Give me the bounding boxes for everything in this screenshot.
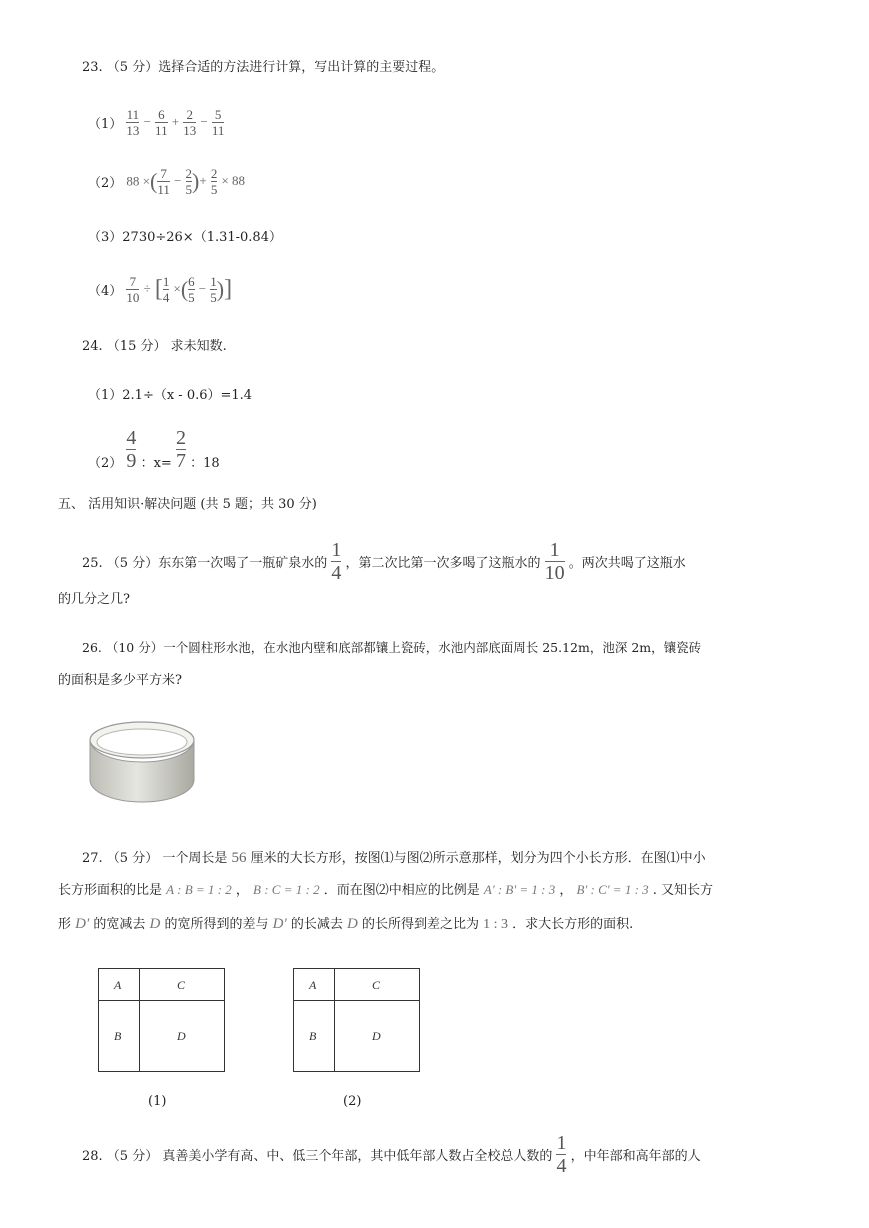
cell-label-d: D bbox=[177, 1029, 186, 1043]
fraction: $\frac{2}{5}$ bbox=[210, 166, 218, 197]
term: 88 × bbox=[126, 173, 151, 189]
label: （1） bbox=[88, 388, 123, 403]
text: 27. （5 分） 一个周长是 bbox=[82, 851, 228, 866]
ratio: B' : C' = 1 : 3 bbox=[576, 882, 649, 897]
q25-line1 bbox=[82, 540, 686, 583]
paren-open: ( bbox=[180, 276, 189, 302]
fraction: $\frac{2}{13}$ bbox=[183, 107, 197, 138]
q23-part4 bbox=[88, 275, 232, 304]
fraction: $\frac{1}{5}$ bbox=[210, 274, 217, 305]
text: 28. （5 分） 真善美小学有高、中、低三个年部，其中低年部人数占全校总人数的 bbox=[82, 1149, 553, 1164]
fraction: $\frac{7}{11}$ bbox=[157, 166, 170, 197]
operator: − bbox=[174, 173, 182, 188]
variable: D' bbox=[272, 916, 287, 932]
q23-part2 bbox=[88, 167, 245, 196]
text: 的宽减去 bbox=[93, 917, 146, 932]
variable: D bbox=[149, 916, 161, 932]
operator: + bbox=[171, 114, 180, 129]
ratio: B : C = 1 : 2 bbox=[253, 882, 320, 897]
q23-stem: 23. （5 分）选择合适的方法进行计算，写出计算的主要过程。 bbox=[82, 60, 445, 75]
q23-part3 bbox=[88, 228, 282, 248]
divider bbox=[294, 1000, 419, 1001]
q24-stem: 24. （15 分） 求未知数. bbox=[82, 339, 227, 354]
cell-label-c: C bbox=[177, 978, 186, 992]
divider bbox=[334, 969, 335, 1071]
text: ．而在图⑵中相应的比例是 bbox=[323, 883, 480, 898]
q26-line1: 26. （10 分）一个圆柱形水池，在水池内壁和底部都镶上瓷砖，水池内部底面周长 25.12m，池深 2m，镶瓷砖 bbox=[82, 640, 702, 655]
label: （2） bbox=[88, 176, 123, 191]
cell-label-a: A bbox=[114, 978, 122, 992]
q27-line1 bbox=[82, 848, 706, 869]
fraction: $\frac{1}{4}$ bbox=[162, 274, 170, 305]
divider bbox=[99, 1000, 224, 1001]
q28-line1 bbox=[82, 1133, 701, 1176]
label: （3） bbox=[88, 230, 123, 245]
text: 长方形面积的比是 bbox=[58, 883, 163, 898]
fraction: $\frac{6}{5}$ bbox=[188, 274, 195, 305]
paren-close: ) bbox=[216, 276, 225, 302]
fraction: $\frac{2}{5}$ bbox=[185, 166, 192, 197]
ratio: A' : B' = 1 : 3 bbox=[483, 882, 556, 897]
variable: D bbox=[346, 916, 358, 932]
operator: × bbox=[173, 281, 181, 296]
ratio: A : B = 1 : 2 bbox=[166, 882, 232, 897]
term: ：18 bbox=[190, 456, 220, 471]
cell-label-c: C bbox=[372, 978, 381, 992]
q23-part1 bbox=[88, 108, 224, 137]
text: 的宽所得到的差与 bbox=[164, 917, 269, 932]
cell-label-a: A bbox=[309, 978, 317, 992]
q24-part2 bbox=[88, 428, 220, 471]
text: 25. （5 分）东东第一次喝了一瓶矿泉水的 bbox=[82, 556, 328, 571]
expression: 2730÷26×（1.31-0.84） bbox=[122, 230, 282, 245]
figure-1-caption: (1) bbox=[148, 1094, 167, 1109]
paren-close: ) bbox=[192, 168, 200, 194]
number: 56 bbox=[231, 850, 247, 866]
term: × 88 bbox=[221, 173, 246, 188]
cylinder-pool-image bbox=[86, 718, 198, 810]
q27-line2 bbox=[58, 880, 713, 901]
text: 的长所得到差之比为 bbox=[361, 917, 479, 932]
term: ：x= bbox=[140, 456, 172, 471]
divider bbox=[139, 969, 140, 1071]
q25-line2: 的几分之几? bbox=[58, 592, 130, 607]
operator: − bbox=[200, 114, 208, 129]
operator: − bbox=[143, 114, 151, 129]
text: ， bbox=[559, 883, 573, 898]
text: 的长减去 bbox=[290, 917, 343, 932]
figure-2-rectangle bbox=[293, 968, 420, 1072]
bracket-open: [ bbox=[154, 276, 163, 302]
text: ．求大长方形的面积. bbox=[512, 917, 634, 932]
cell-label-b: B bbox=[309, 1029, 317, 1043]
figure-2-caption: (2) bbox=[343, 1094, 362, 1109]
text: ， bbox=[235, 883, 249, 898]
section-heading: 五、 活用知识·解决问题 (共 5 题；共 30 分) bbox=[58, 497, 317, 512]
label: （4） bbox=[88, 284, 123, 299]
fraction: $\frac{1}{10}$ bbox=[544, 539, 565, 584]
operator: ÷ bbox=[143, 281, 151, 296]
paren-open: ( bbox=[150, 168, 158, 194]
text: 形 bbox=[58, 917, 72, 932]
expression: 2.1÷（x - 0.6）=1.4 bbox=[122, 388, 253, 403]
fraction: $\frac{1}{4}$ bbox=[556, 1132, 567, 1177]
text: 。两次共喝了这瓶水 bbox=[568, 556, 686, 571]
fraction: $\frac{11}{13}$ bbox=[126, 107, 140, 138]
cell-label-b: B bbox=[114, 1029, 122, 1043]
operator: + bbox=[199, 173, 207, 188]
fraction: $\frac{7}{10}$ bbox=[126, 274, 140, 305]
q24-part1 bbox=[88, 386, 252, 406]
text: ，中年部和高年部的人 bbox=[570, 1149, 701, 1164]
figure-1-rectangle bbox=[98, 968, 225, 1072]
fraction: $\frac{5}{11}$ bbox=[211, 107, 225, 138]
operator: − bbox=[198, 281, 207, 296]
text: 厘米的大长方形，按图⑴与图⑵所示意那样，划分为四个小长方形．在图⑴中小 bbox=[250, 851, 706, 866]
variable: D' bbox=[75, 916, 90, 932]
fraction: $\frac{4}{9}$ bbox=[126, 427, 137, 472]
text: ，第二次比第一次多喝了这瓶水的 bbox=[345, 556, 541, 571]
ratio: 1 : 3 bbox=[483, 917, 509, 932]
fraction: $\frac{6}{11}$ bbox=[155, 107, 168, 138]
q27-line3 bbox=[58, 914, 633, 935]
label: （2） bbox=[88, 456, 123, 471]
bracket-close: ] bbox=[224, 276, 233, 302]
q26-line2: 的面积是多少平方米? bbox=[58, 673, 182, 688]
fraction: $\frac{2}{7}$ bbox=[175, 427, 186, 472]
label: （1） bbox=[88, 117, 123, 132]
fraction: $\frac{1}{4}$ bbox=[331, 539, 342, 584]
text: . 又知长方 bbox=[652, 883, 714, 898]
cell-label-d: D bbox=[372, 1029, 381, 1043]
